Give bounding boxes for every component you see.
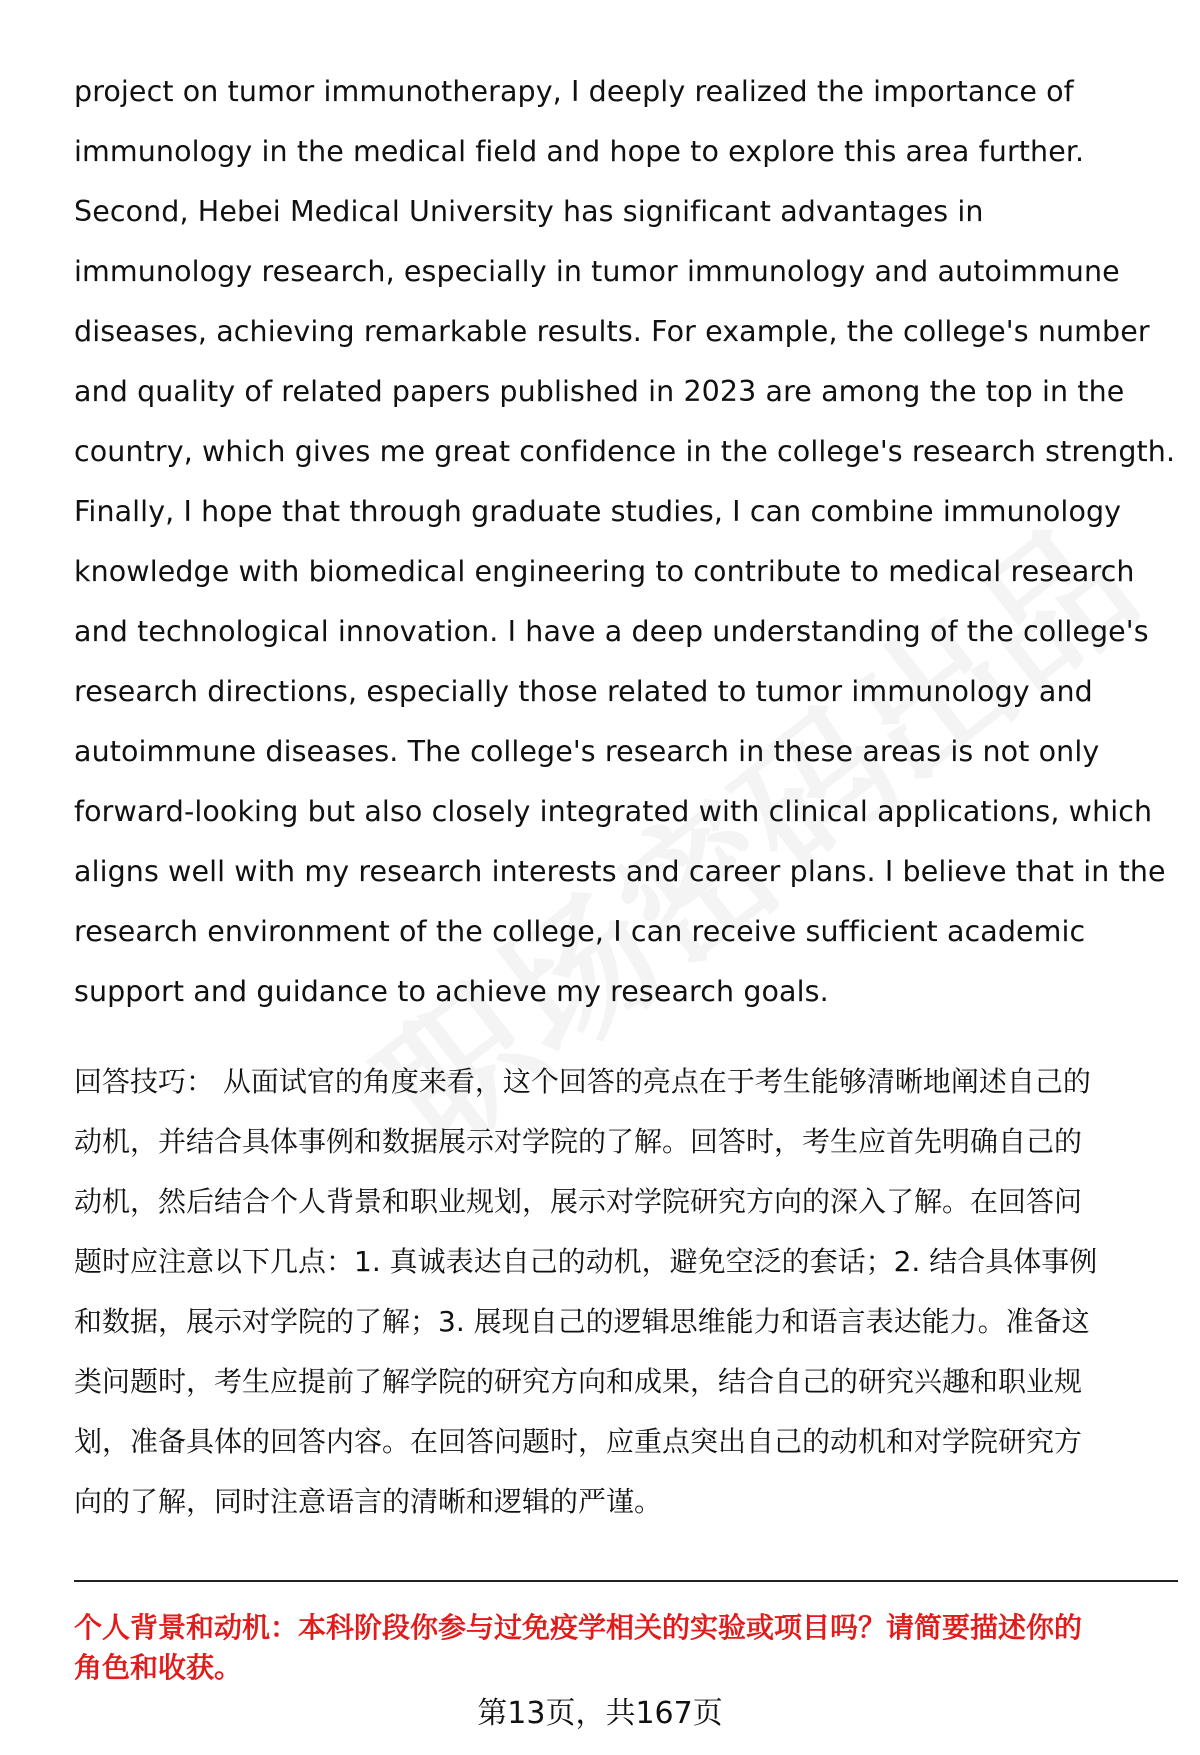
tips-line: 和数据，展示对学院的了解；3. 展现自己的逻辑思维能力和语言表达能力。准备这	[74, 1305, 1090, 1338]
answer-line: diseases, achieving remarkable results. For example, the college's number	[74, 315, 1150, 348]
tips-line: 动机，然后结合个人背景和职业规划，展示对学院研究方向的深入了解。在回答问	[74, 1185, 1083, 1218]
answer-line: country, which gives me great confidence in the college's research strength.	[74, 435, 1176, 468]
answer-line: and quality of related papers published in 2023 are among the top in the	[74, 375, 1125, 408]
answer-tips-paragraph	[74, 1052, 1174, 1532]
answer-line: aligns well with my research interests and career plans. I believe that in the	[74, 855, 1166, 888]
tips-line: 类问题时，考生应提前了解学院的研究方向和成果，结合自己的研究兴趣和职业规	[74, 1365, 1083, 1398]
answer-line: support and guidance to achieve my research goals.	[74, 975, 829, 1008]
answer-paragraph	[74, 62, 1176, 1022]
answer-line: forward-looking but also closely integrated with clinical applications, which	[74, 795, 1153, 828]
question-line: 角色和收获。	[74, 1651, 243, 1684]
answer-line: knowledge with biomedical engineering to contribute to medical research	[74, 555, 1135, 588]
section-divider	[74, 1580, 1178, 1582]
answer-line: Finally, I hope that through graduate studies, I can combine immunology	[74, 495, 1122, 528]
tips-line: 题时应注意以下几点：1. 真诚表达自己的动机，避免空泛的套话；2. 结合具体事例	[74, 1245, 1098, 1278]
tips-line: 向的了解，同时注意语言的清晰和逻辑的严谨。	[74, 1485, 663, 1518]
answer-line: immunology in the medical field and hope to explore this area further.	[74, 135, 1085, 168]
answer-line: research directions, especially those related to tumor immunology and	[74, 675, 1093, 708]
answer-line: autoimmune diseases. The college's research in these areas is not only	[74, 735, 1100, 768]
next-question-heading	[74, 1608, 1178, 1688]
answer-line: immunology research, especially in tumor immunology and autoimmune	[74, 255, 1120, 288]
answer-line: Second, Hebei Medical University has significant advantages in	[74, 195, 984, 228]
page-number: 第13页，共167页	[477, 1696, 723, 1731]
answer-line: research environment of the college, I can receive sufficient academic	[74, 915, 1086, 948]
tips-line: 动机，并结合具体事例和数据展示对学院的了解。回答时，考生应首先明确自己的	[74, 1125, 1083, 1158]
tips-line: 划，准备具体的回答内容。在回答问题时，应重点突出自己的动机和对学院研究方	[74, 1425, 1083, 1458]
answer-line: and technological innovation. I have a deep understanding of the college's	[74, 615, 1149, 648]
tips-line: 回答技巧： 从面试官的角度来看，这个回答的亮点在于考生能够清晰地阐述自己的	[74, 1065, 1091, 1098]
answer-line: project on tumor immunotherapy, I deeply realized the importance of	[74, 75, 1074, 108]
question-line: 个人背景和动机：本科阶段你参与过免疫学相关的实验或项目吗？请简要描述你的	[74, 1611, 1083, 1644]
